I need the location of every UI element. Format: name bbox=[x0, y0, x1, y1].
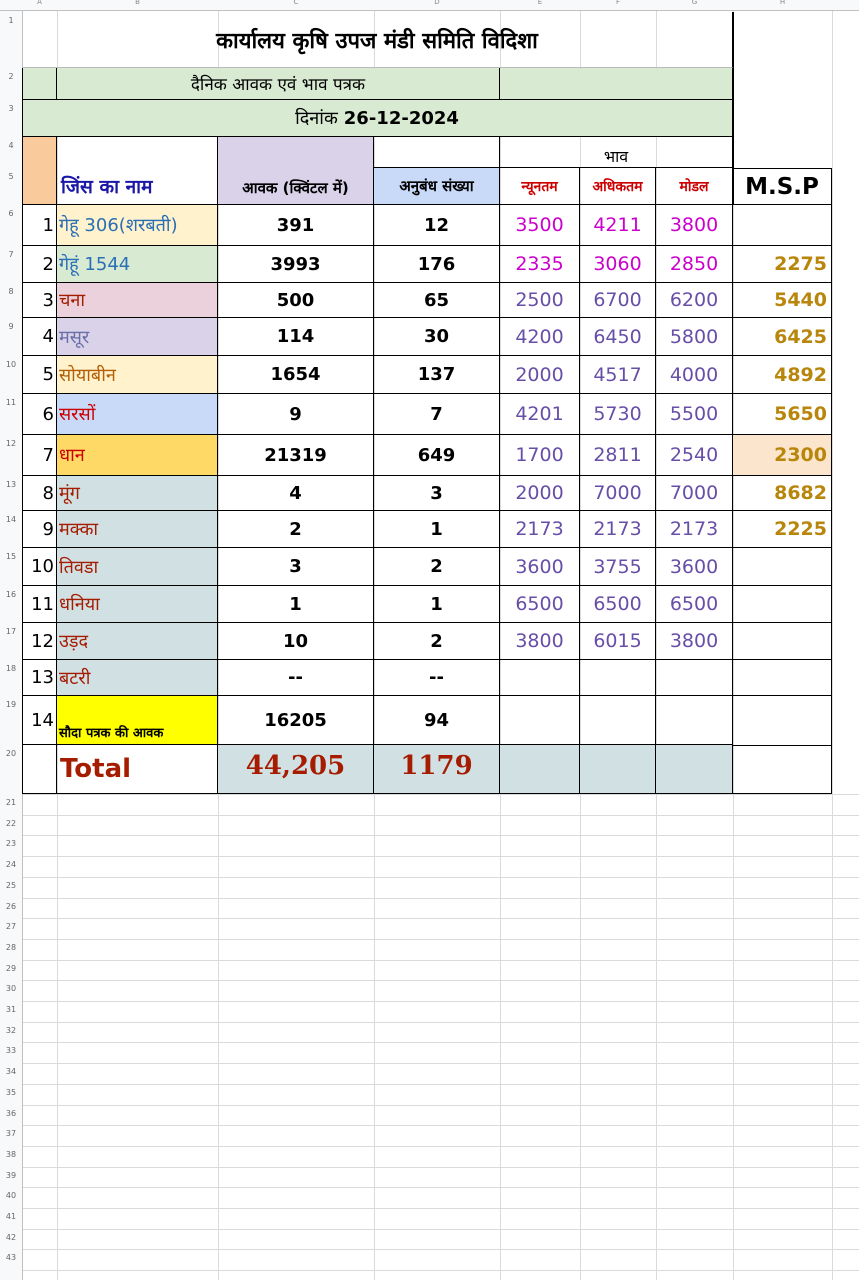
header-contracts[interactable]: अनुबंध संख्या bbox=[374, 168, 500, 205]
row-number[interactable]: 35 bbox=[5, 1087, 17, 1097]
row-number[interactable]: 25 bbox=[5, 880, 17, 890]
row-number[interactable]: 39 bbox=[5, 1170, 17, 1180]
row-number[interactable]: 17 bbox=[5, 627, 17, 636]
header-commodity[interactable]: जिंस का नाम bbox=[57, 168, 218, 205]
serial-number[interactable]: 3 bbox=[22, 283, 57, 318]
row-number[interactable]: 8 bbox=[8, 287, 14, 296]
contract-count[interactable]: -- bbox=[374, 660, 500, 696]
row-number[interactable]: 12 bbox=[5, 439, 17, 448]
header-bhav[interactable]: भाव bbox=[500, 137, 733, 168]
row-number[interactable]: 38 bbox=[5, 1149, 17, 1159]
header-min[interactable]: न्यूनतम bbox=[500, 168, 580, 205]
msp-value[interactable] bbox=[733, 623, 832, 660]
msp-value[interactable] bbox=[733, 586, 832, 623]
min-price[interactable]: 1700 bbox=[500, 435, 580, 476]
msp-value[interactable] bbox=[733, 548, 832, 586]
serial-number[interactable]: 11 bbox=[22, 586, 57, 623]
min-price[interactable]: 2000 bbox=[500, 476, 580, 511]
modal-price[interactable]: 2173 bbox=[656, 511, 733, 548]
modal-price[interactable] bbox=[656, 696, 733, 745]
serial-number[interactable]: 1 bbox=[22, 205, 57, 246]
blank-cell[interactable] bbox=[500, 745, 580, 794]
arrival-qty[interactable]: 10 bbox=[218, 623, 374, 660]
arrival-qty[interactable]: 2 bbox=[218, 511, 374, 548]
serial-number[interactable]: 2 bbox=[22, 246, 57, 283]
commodity-name[interactable]: मसूर bbox=[57, 318, 218, 356]
row-number[interactable]: 36 bbox=[5, 1108, 17, 1118]
arrival-qty[interactable]: 21319 bbox=[218, 435, 374, 476]
serial-number[interactable]: 6 bbox=[22, 394, 57, 435]
row-number[interactable]: 19 bbox=[5, 700, 17, 709]
max-price[interactable]: 6015 bbox=[580, 623, 656, 660]
msp-value[interactable]: 6425 bbox=[733, 318, 832, 356]
arrival-qty[interactable]: 114 bbox=[218, 318, 374, 356]
column-letter[interactable]: E bbox=[537, 0, 543, 6]
row-number[interactable]: 16 bbox=[5, 590, 17, 599]
date-value: 26-12-2024 bbox=[343, 107, 459, 129]
modal-price[interactable] bbox=[656, 660, 733, 696]
serial-number[interactable]: 10 bbox=[22, 548, 57, 586]
arrival-qty[interactable]: 1654 bbox=[218, 356, 374, 394]
contract-count[interactable]: 1 bbox=[374, 511, 500, 548]
max-price[interactable]: 4211 bbox=[580, 205, 656, 246]
contract-count[interactable]: 3 bbox=[374, 476, 500, 511]
commodity-name[interactable]: सोयाबीन bbox=[57, 356, 218, 394]
table-border bbox=[22, 68, 23, 794]
arrival-qty[interactable]: 3 bbox=[218, 548, 374, 586]
row-number[interactable]: 23 bbox=[5, 839, 17, 849]
msp-value[interactable] bbox=[733, 660, 832, 696]
msp-value[interactable]: 5650 bbox=[733, 394, 832, 435]
arrival-qty[interactable]: 16205 bbox=[218, 696, 374, 745]
row-number[interactable]: 15 bbox=[5, 552, 17, 561]
row-number[interactable]: 42 bbox=[5, 1232, 17, 1242]
modal-price[interactable]: 6500 bbox=[656, 586, 733, 623]
max-price[interactable]: 6500 bbox=[580, 586, 656, 623]
max-price[interactable]: 6450 bbox=[580, 318, 656, 356]
gridline bbox=[832, 0, 833, 1280]
arrival-qty[interactable]: 1 bbox=[218, 586, 374, 623]
max-price[interactable]: 3060 bbox=[580, 246, 656, 283]
commodity-name[interactable]: सरसों bbox=[57, 394, 218, 435]
row-number[interactable]: 1 bbox=[8, 16, 14, 25]
contract-count[interactable]: 649 bbox=[374, 435, 500, 476]
column-letter[interactable]: A bbox=[37, 0, 42, 6]
contract-count[interactable]: 2 bbox=[374, 623, 500, 660]
commodity-name[interactable]: गेहू 306(शरबती) bbox=[57, 205, 218, 246]
column-letter[interactable]: F bbox=[615, 0, 621, 6]
modal-price[interactable]: 2540 bbox=[656, 435, 733, 476]
max-price[interactable]: 3755 bbox=[580, 548, 656, 586]
column-letter[interactable]: C bbox=[293, 0, 299, 6]
serial-number[interactable]: 8 bbox=[22, 476, 57, 511]
msp-value[interactable] bbox=[733, 696, 832, 745]
row-number[interactable]: 3 bbox=[8, 104, 14, 113]
row-number[interactable]: 21 bbox=[5, 798, 17, 807]
blank-cell[interactable] bbox=[500, 68, 733, 100]
msp-value[interactable]: 2225 bbox=[733, 511, 832, 548]
row-number[interactable]: 7 bbox=[8, 250, 14, 259]
min-price[interactable] bbox=[500, 696, 580, 745]
arrival-qty[interactable]: 391 bbox=[218, 205, 374, 246]
max-price[interactable]: 2173 bbox=[580, 511, 656, 548]
row-number[interactable]: 33 bbox=[5, 1046, 17, 1056]
modal-price[interactable]: 3800 bbox=[656, 623, 733, 660]
row-number[interactable]: 28 bbox=[5, 942, 17, 952]
contract-count[interactable]: 65 bbox=[374, 283, 500, 318]
modal-price[interactable]: 2850 bbox=[656, 246, 733, 283]
min-price[interactable] bbox=[500, 660, 580, 696]
row-number[interactable]: 14 bbox=[5, 515, 17, 524]
arrival-qty[interactable]: 4 bbox=[218, 476, 374, 511]
header-sn[interactable] bbox=[22, 137, 57, 205]
row-number[interactable]: 9 bbox=[8, 322, 14, 331]
max-price[interactable] bbox=[580, 696, 656, 745]
row-number[interactable]: 32 bbox=[5, 1025, 17, 1035]
commodity-name[interactable]: तिवडा bbox=[57, 548, 218, 586]
commodity-name[interactable]: गेहूं 1544 bbox=[57, 246, 218, 283]
row-number[interactable]: 27 bbox=[5, 922, 17, 932]
modal-price[interactable]: 5500 bbox=[656, 394, 733, 435]
commodity-name[interactable]: सौदा पत्रक की आवक bbox=[57, 696, 218, 745]
commodity-name[interactable]: धान bbox=[57, 435, 218, 476]
row-number[interactable]: 37 bbox=[5, 1129, 17, 1139]
serial-number[interactable]: 4 bbox=[22, 318, 57, 356]
min-price[interactable]: 4200 bbox=[500, 318, 580, 356]
serial-number[interactable]: 9 bbox=[22, 511, 57, 548]
modal-price[interactable]: 7000 bbox=[656, 476, 733, 511]
row-number[interactable]: 2 bbox=[8, 72, 14, 81]
row-number[interactable]: 4 bbox=[8, 141, 14, 150]
min-price[interactable]: 3600 bbox=[500, 548, 580, 586]
total-arrival[interactable]: 44,205 bbox=[218, 745, 374, 794]
arrival-qty[interactable]: 3993 bbox=[218, 246, 374, 283]
blank-cell[interactable] bbox=[22, 745, 57, 794]
commodity-name[interactable]: धनिया bbox=[57, 586, 218, 623]
modal-price[interactable]: 4000 bbox=[656, 356, 733, 394]
min-price[interactable]: 2000 bbox=[500, 356, 580, 394]
header-max[interactable]: अधिकतम bbox=[580, 168, 656, 205]
commodity-name[interactable]: मूंग bbox=[57, 476, 218, 511]
date-row[interactable] bbox=[22, 100, 733, 137]
row-number[interactable]: 13 bbox=[5, 480, 17, 489]
contract-count[interactable]: 137 bbox=[374, 356, 500, 394]
modal-price[interactable]: 6200 bbox=[656, 283, 733, 318]
row-number[interactable]: 29 bbox=[5, 963, 17, 973]
msp-value[interactable]: 5440 bbox=[733, 283, 832, 318]
min-price[interactable]: 2500 bbox=[500, 283, 580, 318]
contract-count[interactable]: 1 bbox=[374, 586, 500, 623]
commodity-name[interactable]: उड़द bbox=[57, 623, 218, 660]
max-price[interactable]: 2811 bbox=[580, 435, 656, 476]
arrival-qty[interactable]: 9 bbox=[218, 394, 374, 435]
modal-price[interactable]: 3800 bbox=[656, 205, 733, 246]
row-number[interactable]: 6 bbox=[8, 209, 14, 218]
row-number[interactable]: 10 bbox=[5, 360, 17, 369]
serial-number[interactable]: 12 bbox=[22, 623, 57, 660]
contract-count[interactable]: 176 bbox=[374, 246, 500, 283]
modal-price[interactable]: 3600 bbox=[656, 548, 733, 586]
min-price[interactable]: 4201 bbox=[500, 394, 580, 435]
column-letter[interactable]: G bbox=[691, 0, 698, 6]
row-number[interactable]: 40 bbox=[5, 1191, 17, 1201]
commodity-name[interactable]: चना bbox=[57, 283, 218, 318]
msp-value[interactable]: 4892 bbox=[733, 356, 832, 394]
date-label: दिनांक bbox=[295, 108, 338, 129]
max-price[interactable]: 5730 bbox=[580, 394, 656, 435]
total-label[interactable]: Total bbox=[57, 745, 218, 794]
row-number[interactable]: 20 bbox=[5, 749, 17, 758]
msp-value[interactable]: 2300 bbox=[733, 435, 832, 476]
msp-value[interactable]: 8682 bbox=[733, 476, 832, 511]
blank-cell[interactable] bbox=[57, 137, 218, 168]
serial-number[interactable]: 13 bbox=[22, 660, 57, 696]
row-number[interactable]: 24 bbox=[5, 860, 17, 870]
blank-cell[interactable] bbox=[580, 745, 656, 794]
modal-price[interactable]: 5800 bbox=[656, 318, 733, 356]
msp-value[interactable]: 2275 bbox=[733, 246, 832, 283]
serial-number[interactable]: 5 bbox=[22, 356, 57, 394]
max-price[interactable] bbox=[580, 660, 656, 696]
row-number[interactable]: 22 bbox=[5, 818, 17, 828]
min-price[interactable]: 2335 bbox=[500, 246, 580, 283]
row-number[interactable]: 5 bbox=[8, 172, 14, 181]
contract-count[interactable]: 30 bbox=[374, 318, 500, 356]
total-contracts[interactable]: 1179 bbox=[374, 745, 500, 794]
column-letter[interactable]: D bbox=[434, 0, 440, 6]
min-price[interactable]: 3800 bbox=[500, 623, 580, 660]
commodity-name[interactable]: बटरी bbox=[57, 660, 218, 696]
min-price[interactable]: 6500 bbox=[500, 586, 580, 623]
contract-count[interactable]: 94 bbox=[374, 696, 500, 745]
sheet-subtitle[interactable]: दैनिक आवक एवं भाव पत्रक bbox=[57, 68, 500, 100]
sheet-title[interactable]: कार्यालय कृषि उपज मंडी समिति विदिशा bbox=[22, 12, 733, 68]
commodity-name[interactable]: मक्का bbox=[57, 511, 218, 548]
row-number[interactable]: 30 bbox=[5, 984, 17, 994]
blank-cell[interactable] bbox=[656, 745, 733, 794]
min-price[interactable]: 3500 bbox=[500, 205, 580, 246]
max-price[interactable]: 6700 bbox=[580, 283, 656, 318]
header-arrival[interactable]: आवक (क्विंटल में) bbox=[218, 137, 374, 205]
row-number[interactable]: 34 bbox=[5, 1067, 17, 1077]
arrival-qty[interactable]: -- bbox=[218, 660, 374, 696]
max-price[interactable]: 7000 bbox=[580, 476, 656, 511]
contract-count[interactable]: 12 bbox=[374, 205, 500, 246]
row-number[interactable]: 41 bbox=[5, 1212, 17, 1221]
row-number[interactable]: 43 bbox=[5, 1253, 17, 1263]
row-number[interactable]: 11 bbox=[5, 398, 17, 407]
arrival-qty[interactable]: 500 bbox=[218, 283, 374, 318]
header-msp[interactable]: M.S.P bbox=[733, 168, 832, 205]
blank-cell[interactable] bbox=[374, 137, 500, 168]
table-border bbox=[733, 12, 734, 205]
max-price[interactable]: 4517 bbox=[580, 356, 656, 394]
row-number[interactable]: 26 bbox=[5, 901, 17, 911]
serial-number[interactable]: 7 bbox=[22, 435, 57, 476]
header-modal[interactable]: मोडल bbox=[656, 168, 733, 205]
contract-count[interactable]: 7 bbox=[374, 394, 500, 435]
msp-value[interactable] bbox=[733, 205, 832, 246]
contract-count[interactable]: 2 bbox=[374, 548, 500, 586]
row-number[interactable]: 31 bbox=[5, 1005, 17, 1014]
column-letter[interactable]: B bbox=[135, 0, 140, 6]
blank-cell[interactable] bbox=[733, 745, 832, 794]
min-price[interactable]: 2173 bbox=[500, 511, 580, 548]
column-letter[interactable]: H bbox=[779, 0, 786, 6]
blank-cell[interactable] bbox=[22, 68, 57, 100]
row-number[interactable]: 18 bbox=[5, 664, 17, 673]
serial-number[interactable]: 14 bbox=[22, 696, 57, 745]
